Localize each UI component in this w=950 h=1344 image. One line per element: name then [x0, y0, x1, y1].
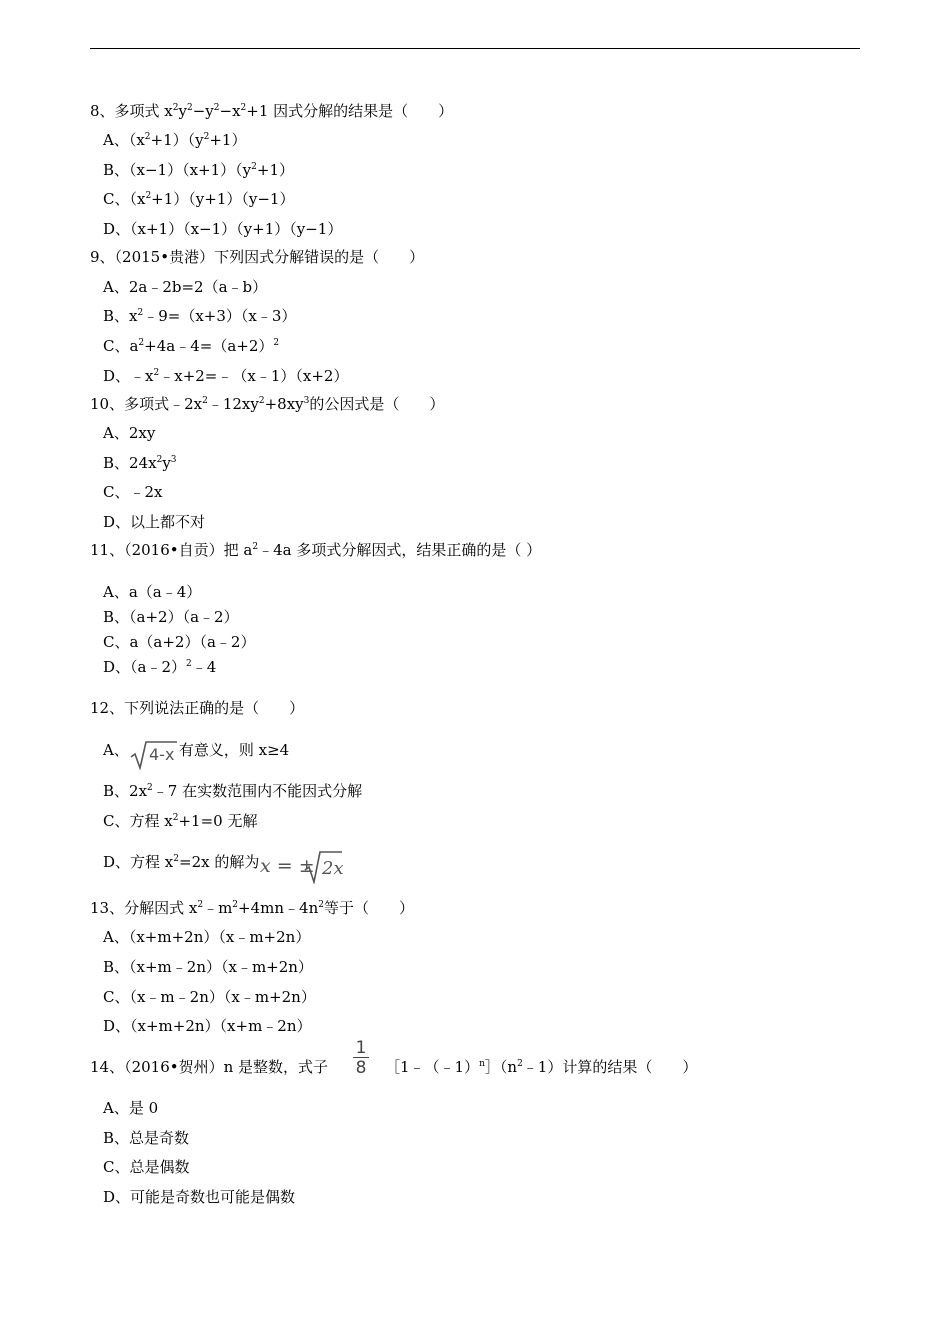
- question-10-option-c[interactable]: C、﹣2x: [103, 483, 163, 501]
- question-14-option-d[interactable]: D、可能是奇数也可能是偶数: [103, 1188, 296, 1206]
- question-14-stem-part1: 14、（2016•贺州）n 是整数，式子: [90, 1058, 329, 1076]
- question-12-stem: 12、下列说法正确的是（ ）: [90, 699, 305, 717]
- question-13-stem: 13、分解因式 $x^2﹣m^2+4mn﹣4n^2$等于（ ）: [90, 899, 414, 917]
- header-rule: [90, 48, 860, 49]
- question-9-option-b[interactable]: B、$x^2﹣9=(x+3)(x﹣3)$: [103, 307, 297, 325]
- question-14-option-a[interactable]: A、是 0: [103, 1099, 159, 1117]
- question-14-option-c[interactable]: C、总是偶数: [103, 1158, 190, 1176]
- question-11-option-b[interactable]: B、（a+2）（a﹣2）: [103, 608, 239, 626]
- question-11-stem: 11、（2016•自贡）把 $a^2﹣4a$ 多项式分解因式，结果正确的是（ ）: [90, 541, 542, 559]
- question-12-option-b[interactable]: B、$2x^2﹣7$ 在实数范围内不能因式分解: [103, 782, 363, 800]
- question-11-option-c[interactable]: C、a（a+2）（a﹣2）: [103, 633, 256, 651]
- question-8-stem: 8、多项式 $x^2y^2-y^2-x^2+1$ 因式分解的结果是（ ）: [90, 102, 454, 120]
- question-10-option-a[interactable]: A、2xy: [103, 424, 156, 442]
- question-13-option-d[interactable]: D、（x+m+2n）（x+m﹣2n）: [103, 1017, 312, 1035]
- question-13-option-a[interactable]: A、（x+m+2n）（x﹣m+2n）: [103, 928, 311, 946]
- question-8-option-c[interactable]: C、$(x^2+1)(y+1)(y-1)$: [103, 190, 295, 208]
- radicand: 4-x: [148, 745, 175, 764]
- question-8-option-b[interactable]: B、$(x-1)(x+1)(y^2+1)$: [103, 161, 294, 179]
- question-14-stem-part2: $[1﹣(﹣1)^n](n^2﹣1)$计算的结果（ ）: [385, 1058, 698, 1076]
- solution-formula: [259, 850, 343, 884]
- question-9-option-d[interactable]: D、$﹣x^2﹣x+2=﹣(x﹣1)(x+2)$: [103, 367, 349, 385]
- radicand: 2x: [322, 858, 344, 879]
- question-12-option-d[interactable]: D、方程 $x^2=2x$ 的解为 x = ± 2x: [103, 847, 343, 884]
- question-11-option-a[interactable]: A、a（a﹣4）: [103, 583, 202, 601]
- question-10-stem: 10、多项式$﹣2x^2﹣12xy^2+8xy^3$的公因式是（ ）: [90, 395, 445, 413]
- question-9-option-a[interactable]: A、2a﹣2b=2（a﹣b）: [103, 278, 268, 296]
- question-10-option-b[interactable]: B、$24x^2y^3$: [103, 454, 177, 472]
- formula-lhs: x = ±: [260, 855, 315, 877]
- question-11-option-d[interactable]: D、（a﹣2）$^2$﹣4: [103, 658, 217, 676]
- question-9-option-c[interactable]: C、$a^2+4a﹣4=(a+2)^2$: [103, 337, 280, 355]
- question-9-stem: 9、（2015•贵港）下列因式分解错误的是（ ）: [90, 248, 425, 266]
- question-12-option-a[interactable]: A、 4-x 有意义，则 x≥4: [103, 737, 289, 770]
- question-10-option-d[interactable]: D、以上都不对: [103, 513, 206, 531]
- question-8-option-a[interactable]: A、$(x^2+1)(y^2+1)$: [103, 131, 247, 149]
- question-8-option-d[interactable]: D、（x+1）（x−1）（y+1）（y−1）: [103, 220, 343, 238]
- sqrt-expression: [129, 740, 179, 770]
- question-13-option-b[interactable]: B、（x+m﹣2n）（x﹣m+2n）: [103, 958, 313, 976]
- fraction-one-eighth: 1 8: [353, 1040, 369, 1076]
- question-13-option-c[interactable]: C、（x﹣m﹣2n）（x﹣m+2n）: [103, 988, 316, 1006]
- question-14-option-b[interactable]: B、总是奇数: [103, 1129, 190, 1147]
- question-12-option-c[interactable]: C、方程 $x^2+1=0$ 无解: [103, 812, 258, 830]
